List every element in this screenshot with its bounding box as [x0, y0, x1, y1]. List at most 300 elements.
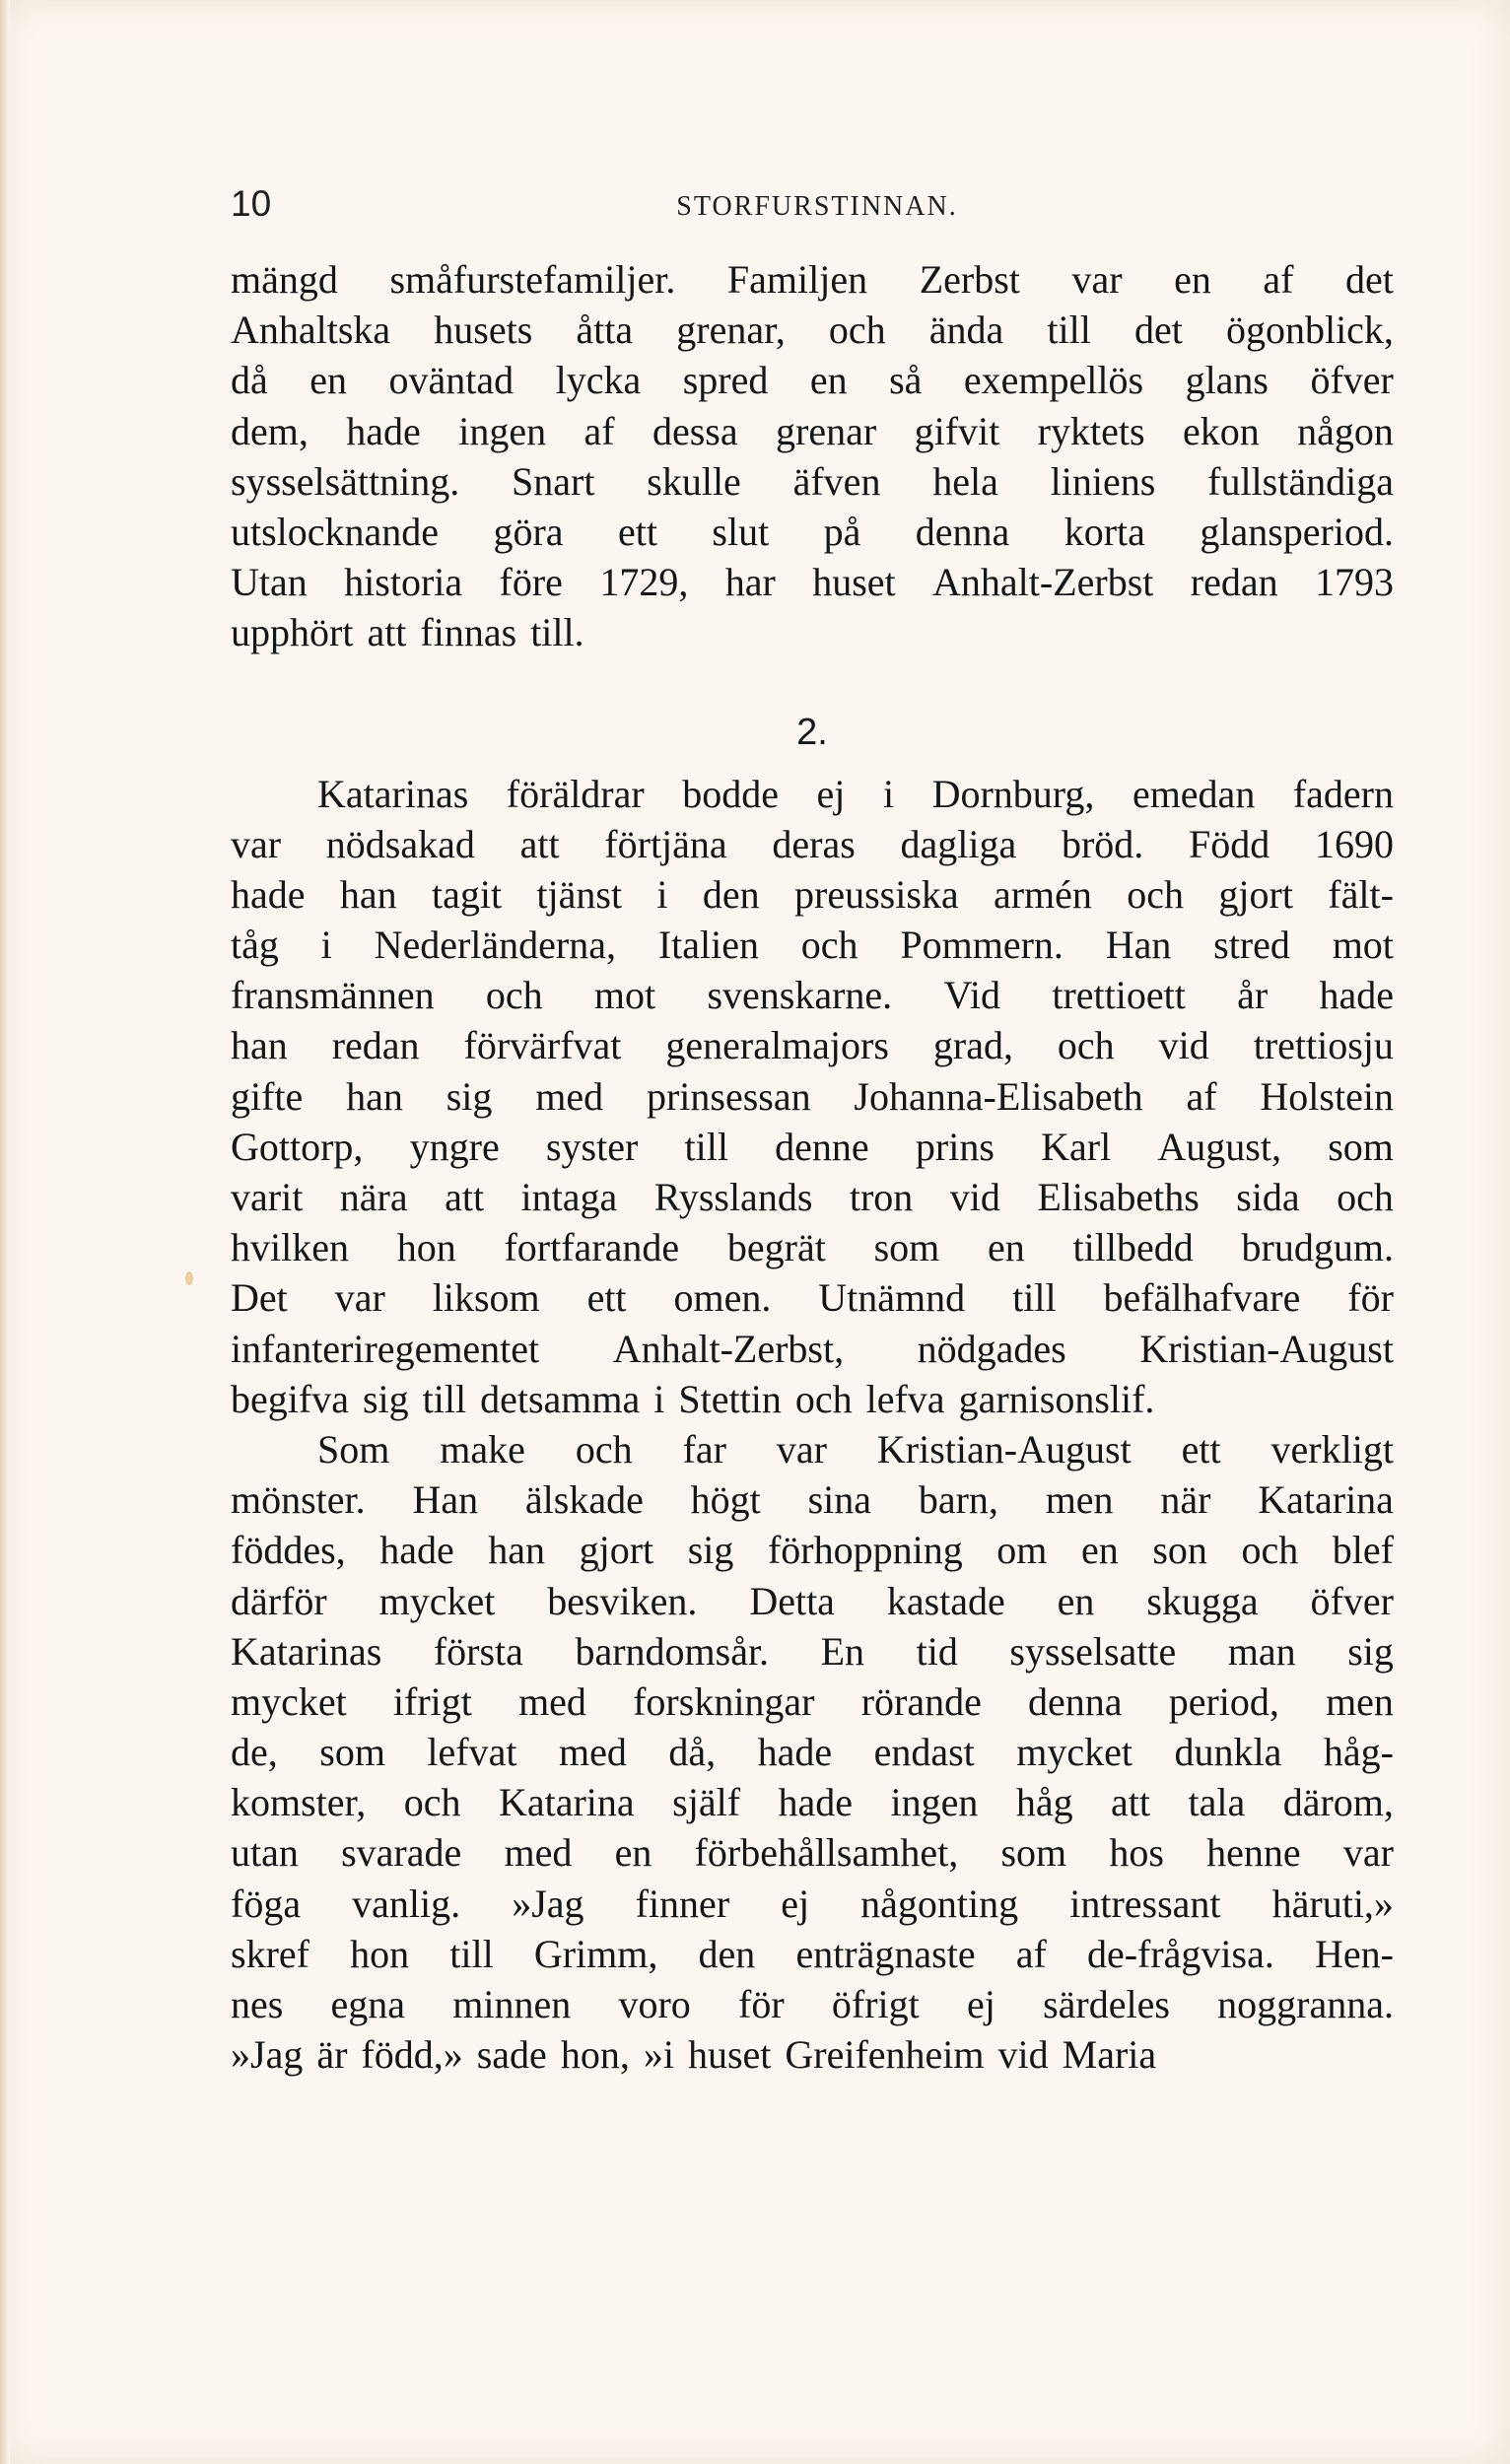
- word: före: [499, 560, 563, 605]
- word: det: [1133, 308, 1183, 353]
- word: af: [583, 408, 615, 453]
- word: till: [1047, 308, 1091, 353]
- word: fortfarande: [504, 1225, 680, 1270]
- word: Det: [231, 1275, 288, 1321]
- text-line: [231, 1324, 1394, 1374]
- text-line: [231, 305, 1394, 355]
- text-line: [231, 1879, 1394, 1929]
- word: ett: [617, 509, 657, 554]
- word: varit: [231, 1175, 304, 1219]
- word: trettioett: [1052, 973, 1186, 1018]
- word: verkligt: [1270, 1426, 1394, 1472]
- paragraph-3: [231, 1424, 1394, 2080]
- word: då: [231, 358, 268, 403]
- word: sade: [476, 2032, 547, 2078]
- word: att: [519, 821, 560, 866]
- word: åtta: [576, 308, 634, 353]
- word: denne: [775, 1124, 869, 1169]
- word: sig: [687, 1528, 734, 1573]
- word: Som: [317, 1426, 390, 1472]
- word: sina: [807, 1477, 872, 1523]
- word: hade: [346, 408, 421, 453]
- word: den: [702, 871, 760, 917]
- text-line: [231, 819, 1394, 869]
- word: högt: [690, 1477, 761, 1523]
- text-line: [231, 254, 1394, 305]
- word: han: [339, 871, 397, 917]
- word: då,: [668, 1730, 717, 1775]
- word: och: [1241, 1528, 1299, 1573]
- word: finnas: [420, 610, 517, 655]
- word: och: [1057, 1023, 1115, 1068]
- word: utan: [231, 1830, 299, 1876]
- word: i: [882, 771, 895, 816]
- word: infanteriregementet: [231, 1326, 540, 1371]
- word: Han: [1105, 923, 1172, 968]
- word: Rysslands: [653, 1175, 813, 1219]
- word: redan: [1190, 560, 1278, 605]
- word: i: [653, 1376, 665, 1421]
- word: med: [504, 1830, 573, 1876]
- word: en: [614, 1830, 652, 1876]
- word: ifrigt: [392, 1678, 472, 1724]
- word: blef: [1332, 1528, 1394, 1573]
- word: liniens: [1050, 458, 1156, 504]
- word: gifvit: [914, 408, 1000, 453]
- word: föga: [231, 1881, 302, 1926]
- word: med: [558, 1730, 627, 1775]
- word: Anhalt-Zerbst: [932, 560, 1154, 605]
- word: och: [794, 1376, 853, 1421]
- word: Katarina: [1258, 1477, 1394, 1523]
- word: håg: [1015, 1780, 1073, 1825]
- word: skugga: [1146, 1578, 1259, 1623]
- text-line: [231, 507, 1394, 557]
- text-line: [231, 1929, 1394, 1979]
- word: af: [1186, 1073, 1217, 1119]
- word: emedan: [1132, 771, 1256, 816]
- word: själf: [672, 1780, 741, 1825]
- word: En: [820, 1628, 865, 1674]
- text-line: [231, 456, 1394, 507]
- word: för: [1347, 1275, 1394, 1321]
- word: ej: [781, 1881, 810, 1926]
- word: endast: [873, 1730, 975, 1775]
- word: en: [988, 1225, 1025, 1270]
- word: Karl: [1041, 1124, 1112, 1169]
- word: hvilken: [231, 1225, 349, 1270]
- word: denna: [915, 509, 1010, 554]
- word: grad,: [932, 1023, 1013, 1068]
- word: intressant: [1069, 1881, 1221, 1926]
- word: »Jag: [231, 2032, 304, 2078]
- running-head: STORFURSTINNAN.: [676, 191, 958, 222]
- text-line: [231, 2029, 1394, 2080]
- word: dunkla: [1174, 1730, 1282, 1775]
- word: mycket: [1016, 1730, 1132, 1775]
- word: för: [738, 1982, 785, 2026]
- page-edge-shadow: [0, 0, 10, 2464]
- word: generalmajors: [665, 1023, 889, 1068]
- word: som: [873, 1225, 940, 1270]
- word: denna: [1028, 1678, 1123, 1724]
- word: detsamma: [480, 1376, 641, 1421]
- text-line: [231, 1777, 1394, 1827]
- word: tillbedd: [1072, 1225, 1194, 1270]
- word: Italien: [657, 923, 759, 968]
- word: svarade: [341, 1830, 462, 1876]
- word: och: [403, 1780, 461, 1825]
- text-line: [231, 1122, 1394, 1172]
- word: upphört: [231, 610, 354, 655]
- word: slut: [712, 509, 770, 554]
- word: ett: [1181, 1426, 1221, 1472]
- word: begifva: [231, 1376, 349, 1421]
- word: första: [433, 1628, 523, 1674]
- word: mycket: [378, 1578, 496, 1623]
- word: huset: [687, 2032, 772, 2078]
- word: hon: [350, 1931, 410, 1976]
- word: sig: [362, 1376, 409, 1421]
- word: Anhalt-Zerbst,: [612, 1326, 845, 1371]
- word: dem,: [231, 408, 309, 453]
- word: Katarina: [498, 1780, 635, 1825]
- word: egna: [330, 1982, 406, 2026]
- word: förtjäna: [604, 821, 727, 866]
- word: forskningar: [633, 1678, 815, 1724]
- word: redan: [331, 1023, 420, 1068]
- word: var: [1342, 1830, 1394, 1876]
- word: 1793: [1315, 560, 1394, 605]
- word: Vid: [943, 973, 1001, 1018]
- word: men: [1045, 1477, 1114, 1523]
- text-line: [231, 406, 1394, 456]
- word: period,: [1168, 1678, 1279, 1724]
- word: Maria: [1062, 2032, 1157, 2078]
- word: var: [231, 821, 282, 866]
- word: en: [309, 358, 348, 403]
- word: ingen: [890, 1780, 979, 1825]
- word: han: [346, 1073, 403, 1119]
- word: i: [320, 923, 332, 968]
- text-line: [231, 1272, 1394, 1323]
- word: som: [319, 1730, 385, 1775]
- text-line: [231, 1827, 1394, 1878]
- word: till: [422, 1376, 467, 1421]
- word: Hen-: [1314, 1931, 1394, 1976]
- text-line: [231, 1727, 1394, 1777]
- word: och: [1337, 1175, 1394, 1219]
- word: vid: [1158, 1023, 1209, 1068]
- word: var: [334, 1275, 385, 1321]
- word: hade: [757, 1730, 833, 1775]
- word: bröd.: [1061, 821, 1144, 866]
- word: han: [488, 1528, 546, 1573]
- word: Utnämnd: [818, 1275, 966, 1321]
- word: bodde: [682, 771, 779, 816]
- word: har: [724, 560, 776, 605]
- word: barndomsår.: [575, 1628, 770, 1674]
- word: Snart: [512, 458, 595, 504]
- text-line: [231, 1626, 1394, 1677]
- word: Katarinas: [231, 1628, 382, 1674]
- text-line: [231, 1979, 1394, 2029]
- word: ett: [586, 1275, 627, 1321]
- word: dessa: [652, 408, 738, 453]
- word: det: [1345, 257, 1394, 302]
- text-line: [231, 769, 1394, 819]
- word: glansperiod.: [1200, 509, 1394, 554]
- word: och: [828, 308, 886, 353]
- word: 1729,: [599, 560, 689, 605]
- word: sida: [1236, 1175, 1300, 1219]
- word: prinsessan: [646, 1073, 811, 1119]
- word: öfver: [1310, 358, 1394, 403]
- ink-smudge: [185, 1271, 193, 1285]
- word: omen.: [673, 1275, 772, 1321]
- word: hon,: [560, 2032, 630, 2078]
- word: fransmännen: [231, 973, 435, 1018]
- word: spred: [682, 358, 769, 403]
- word: förhoppning: [767, 1528, 963, 1573]
- word: besviken.: [547, 1578, 698, 1623]
- word: ända: [928, 308, 1004, 353]
- word: han: [231, 1023, 288, 1068]
- word: på: [823, 509, 861, 554]
- word: Han: [412, 1477, 479, 1523]
- word: fadern: [1292, 771, 1394, 816]
- word: till.: [530, 610, 584, 655]
- word: föräldrar: [506, 771, 645, 816]
- word: tala: [1188, 1780, 1246, 1825]
- text-line: [231, 1474, 1394, 1525]
- text-line: [231, 355, 1394, 405]
- word: Nederländerna,: [374, 923, 617, 968]
- word: lycka: [555, 358, 642, 403]
- word: älskade: [524, 1477, 644, 1523]
- word: deras: [772, 821, 856, 866]
- word: en: [1174, 257, 1211, 302]
- word: stred: [1213, 923, 1290, 968]
- word: barn,: [918, 1477, 998, 1523]
- word: Kristian-August: [876, 1426, 1132, 1472]
- word: till: [684, 1124, 728, 1169]
- word: hade: [231, 871, 306, 917]
- word: rörande: [860, 1678, 982, 1724]
- word: föddes,: [231, 1528, 346, 1573]
- word: noggranna.: [1217, 1982, 1394, 2026]
- word: Utan: [231, 560, 308, 605]
- word: nes: [231, 1982, 284, 2026]
- word: mängd: [231, 257, 338, 302]
- word: historia: [344, 560, 463, 605]
- text-line: [231, 1172, 1394, 1222]
- word: år: [1237, 973, 1269, 1018]
- word: ingen: [458, 408, 547, 453]
- word: i: [656, 871, 668, 917]
- word: mot: [1332, 923, 1394, 968]
- word: skref: [231, 1931, 309, 1976]
- word: vanlig.: [352, 1881, 461, 1926]
- word: af: [1263, 257, 1294, 302]
- word: sig: [1347, 1628, 1394, 1674]
- paragraph-1: [231, 254, 1394, 658]
- word: befälhafvare: [1103, 1275, 1301, 1321]
- word: därför: [231, 1578, 327, 1623]
- word: gjort: [1218, 871, 1293, 917]
- word: 1690: [1314, 821, 1394, 866]
- word: håg-: [1323, 1730, 1394, 1775]
- word: Detta: [749, 1578, 835, 1623]
- word: exempellös: [963, 358, 1144, 403]
- word: oväntad: [388, 358, 515, 403]
- word: ej: [966, 1982, 995, 2026]
- word: voro: [618, 1982, 691, 2026]
- word: som: [1328, 1124, 1394, 1169]
- word: den: [698, 1931, 756, 1976]
- word: Katarinas: [317, 771, 469, 816]
- word: och: [485, 973, 543, 1018]
- word: öfrigt: [831, 1982, 920, 2026]
- word: gifte: [231, 1073, 304, 1119]
- word: någon: [1297, 408, 1394, 453]
- word: make: [440, 1426, 525, 1472]
- word: Familjen: [726, 257, 868, 302]
- word: intaga: [520, 1175, 618, 1219]
- word: men: [1326, 1678, 1394, 1724]
- word: och: [575, 1426, 633, 1472]
- word: särdeles: [1043, 1982, 1170, 2026]
- word: sig: [446, 1073, 493, 1119]
- text-line: [231, 1576, 1394, 1626]
- word: med: [535, 1073, 604, 1119]
- word: Anhaltska: [231, 308, 391, 353]
- paragraph-2: [231, 769, 1394, 1424]
- word: så: [889, 358, 923, 403]
- section-number: 2.: [796, 711, 828, 753]
- word: husets: [434, 308, 533, 353]
- word: äfven: [792, 458, 881, 504]
- word: yngre: [409, 1124, 500, 1169]
- word: förbehållsamhet,: [694, 1830, 959, 1876]
- word: nödsakad: [325, 821, 475, 866]
- text-line: [231, 557, 1394, 607]
- word: mönster.: [231, 1477, 366, 1523]
- word: kastade: [886, 1578, 1005, 1623]
- word: begrät: [726, 1225, 826, 1270]
- word: August,: [1157, 1124, 1281, 1169]
- word: man: [1227, 1628, 1296, 1674]
- word: utslocknande: [231, 509, 440, 554]
- word: därom,: [1282, 1780, 1394, 1825]
- text-line: [231, 1020, 1394, 1070]
- word: Dornburg,: [931, 771, 1095, 816]
- word: att: [445, 1175, 485, 1219]
- word: Zerbst: [919, 257, 1020, 302]
- word: vid: [997, 2032, 1049, 2078]
- word: »Jag: [512, 1881, 584, 1926]
- word: komster,: [231, 1780, 367, 1825]
- word: de,: [231, 1730, 278, 1775]
- word: grenar,: [676, 308, 786, 353]
- word: tid: [916, 1628, 958, 1674]
- body-text: [231, 254, 1394, 2080]
- word: var: [776, 1426, 827, 1472]
- word: lefvat: [427, 1730, 517, 1775]
- word: armén: [993, 871, 1092, 917]
- word: nära: [339, 1175, 408, 1219]
- word: hade: [379, 1528, 454, 1573]
- word: hos: [1109, 1830, 1164, 1876]
- word: häruti,»: [1271, 1881, 1394, 1926]
- word: född,»: [361, 2032, 463, 2078]
- word: småfurstefamiljer.: [389, 257, 676, 302]
- word: glans: [1185, 358, 1269, 403]
- word: Stettin: [678, 1376, 782, 1421]
- word: grenar: [776, 408, 877, 453]
- word: om: [996, 1528, 1048, 1573]
- word: liksom: [432, 1275, 540, 1321]
- text-line: [231, 970, 1394, 1020]
- word: mycket: [231, 1678, 347, 1724]
- word: öfver: [1310, 1578, 1394, 1623]
- word: som: [1000, 1830, 1067, 1876]
- word: hela: [932, 458, 998, 504]
- word: Greifenheim: [785, 2032, 985, 2078]
- word: son: [1152, 1528, 1207, 1573]
- word: att: [367, 610, 407, 655]
- word: Grimm,: [533, 1931, 658, 1976]
- word: nödgades: [917, 1326, 1066, 1371]
- word: far: [682, 1426, 726, 1472]
- word: sysselsättning.: [231, 458, 460, 504]
- word: skulle: [647, 458, 741, 504]
- page-number: 10: [231, 183, 272, 224]
- text-line: [231, 1222, 1394, 1272]
- word: Född: [1189, 821, 1270, 866]
- word: vid: [949, 1175, 1000, 1219]
- word: när: [1160, 1477, 1211, 1523]
- word: henne: [1206, 1830, 1301, 1876]
- word: Pommern.: [900, 923, 1064, 968]
- word: med: [518, 1678, 586, 1724]
- word: ögonblick,: [1225, 308, 1394, 353]
- word: en: [1080, 1528, 1119, 1573]
- word: till: [1012, 1275, 1057, 1321]
- word: fält-: [1328, 871, 1394, 917]
- word: huset: [812, 560, 896, 605]
- text-line: [231, 607, 1394, 657]
- word: de-frågvisa.: [1086, 1931, 1274, 1976]
- word: Gottorp,: [231, 1124, 364, 1169]
- word: finner: [635, 1881, 730, 1926]
- word: och: [1127, 871, 1185, 917]
- text-line: [231, 920, 1394, 970]
- word: minnen: [452, 1982, 572, 2026]
- word: är: [316, 2032, 348, 2078]
- word: svenskarne.: [707, 973, 893, 1018]
- word: brudgum.: [1241, 1225, 1394, 1270]
- word: en: [1057, 1578, 1095, 1623]
- word: gjort: [579, 1528, 654, 1573]
- text-line: [231, 1677, 1394, 1727]
- word: Holstein: [1260, 1073, 1394, 1119]
- word: hon: [396, 1225, 456, 1270]
- text-line: [231, 1525, 1394, 1575]
- word: fullständiga: [1207, 458, 1394, 504]
- word: lefva: [865, 1376, 945, 1421]
- word: ekon: [1182, 408, 1260, 453]
